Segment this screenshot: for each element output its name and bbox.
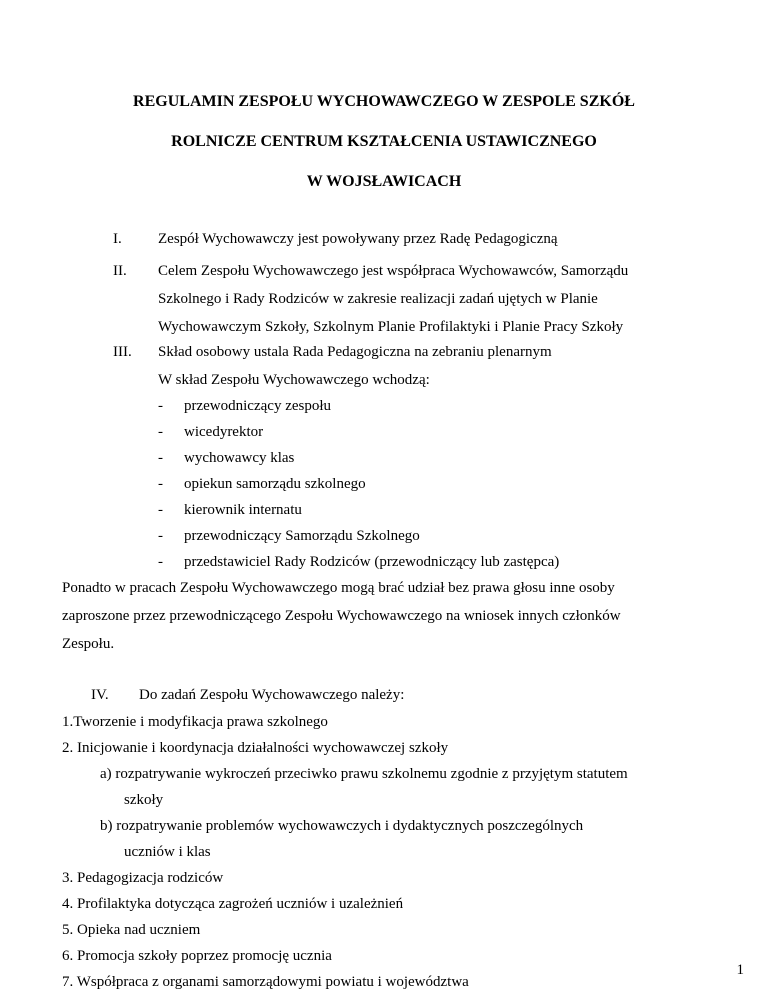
title-line-1: REGULAMIN ZESPOŁU WYCHOWAWCZEGO W ZESPOLE SZKÓŁ [133,93,635,110]
member-item: kierownik internatu [184,502,302,518]
section-4-text: Do zadań Zespołu Wychowawczego należy: [139,687,405,703]
task-item: 1.Tworzenie i modyfikacja prawa szkolnego [62,714,328,730]
task-item: 6. Promocja szkoły poprzez promocję ucznia [62,948,332,964]
note-line-1: Ponadto w pracach Zespołu Wychowawczego mogą brać udział bez prawa głosu inne osoby [62,580,615,596]
task-item: 3. Pedagogizacja rodziców [62,870,224,886]
subtask-item: b) rozpatrywanie problemów wychowawczych i dydaktycznych poszczególnych [100,818,584,834]
member-item: przedstawiciel Rady Rodziców (przewodniczący lub zastępca) [184,554,560,570]
list-bullet: - [158,554,163,570]
title-line-3: W WOJSŁAWICACH [306,173,462,190]
title-line-2: ROLNICZE CENTRUM KSZTAŁCENIA USTAWICZNEGO [171,133,597,150]
task-item: 4. Profilaktyka dotycząca zagrożeń uczniów i uzależnień [62,896,404,912]
member-item: opiekun samorządu szkolnego [184,476,366,492]
list-bullet: - [158,502,163,518]
section-4-numeral: IV. [91,687,109,703]
list-bullet: - [158,476,163,492]
subtask-item: a) rozpatrywanie wykroczeń przeciwko prawu szkolnemu zgodnie z przyjętym statutem [100,766,628,782]
section-3-line-2: W skład Zespołu Wychowawczego wchodzą: [158,372,430,388]
section-1-numeral: I. [113,231,122,247]
list-bullet: - [158,398,163,414]
list-bullet: - [158,528,163,544]
section-2-line-1: Celem Zespołu Wychowawczego jest współpraca Wychowawców, Samorządu [158,263,629,279]
note-line-3: Zespołu. [62,636,115,652]
note-line-2: zaproszone przez przewodniczącego Zespołu Wychowawczego na wniosek innych członków [62,608,621,624]
list-bullet: - [158,450,163,466]
section-3-numeral: III. [113,344,132,360]
task-item: 2. Inicjowanie i koordynacja działalności wychowawczej szkoły [62,740,449,756]
task-item: 7. Współpraca z organami samorządowymi powiatu i województwa [62,974,469,990]
subtask-continuation: szkoły [124,792,164,808]
member-item: przewodniczący Samorządu Szkolnego [184,528,420,544]
section-1-text: Zespół Wychowawczy jest powoływany przez Radę Pedagogiczną [158,231,558,247]
member-item: wychowawcy klas [184,450,295,466]
section-2-line-2: Szkolnego i Rady Rodziców w zakresie realizacji zadań ujętych w Planie [158,291,598,307]
member-item: wicedyrektor [184,424,264,440]
section-2-line-3: Wychowawczym Szkoły, Szkolnym Planie Profilaktyki i Planie Pracy Szkoły [158,319,624,335]
list-bullet: - [158,424,163,440]
section-2-numeral: II. [113,263,127,279]
subtask-continuation: uczniów i klas [124,844,211,860]
task-item: 5. Opieka nad uczniem [62,922,201,938]
section-3-line-1: Skład osobowy ustala Rada Pedagogiczna na zebraniu plenarnym [158,344,552,360]
page-number: 1 [736,962,744,978]
member-item: przewodniczący zespołu [184,398,332,414]
